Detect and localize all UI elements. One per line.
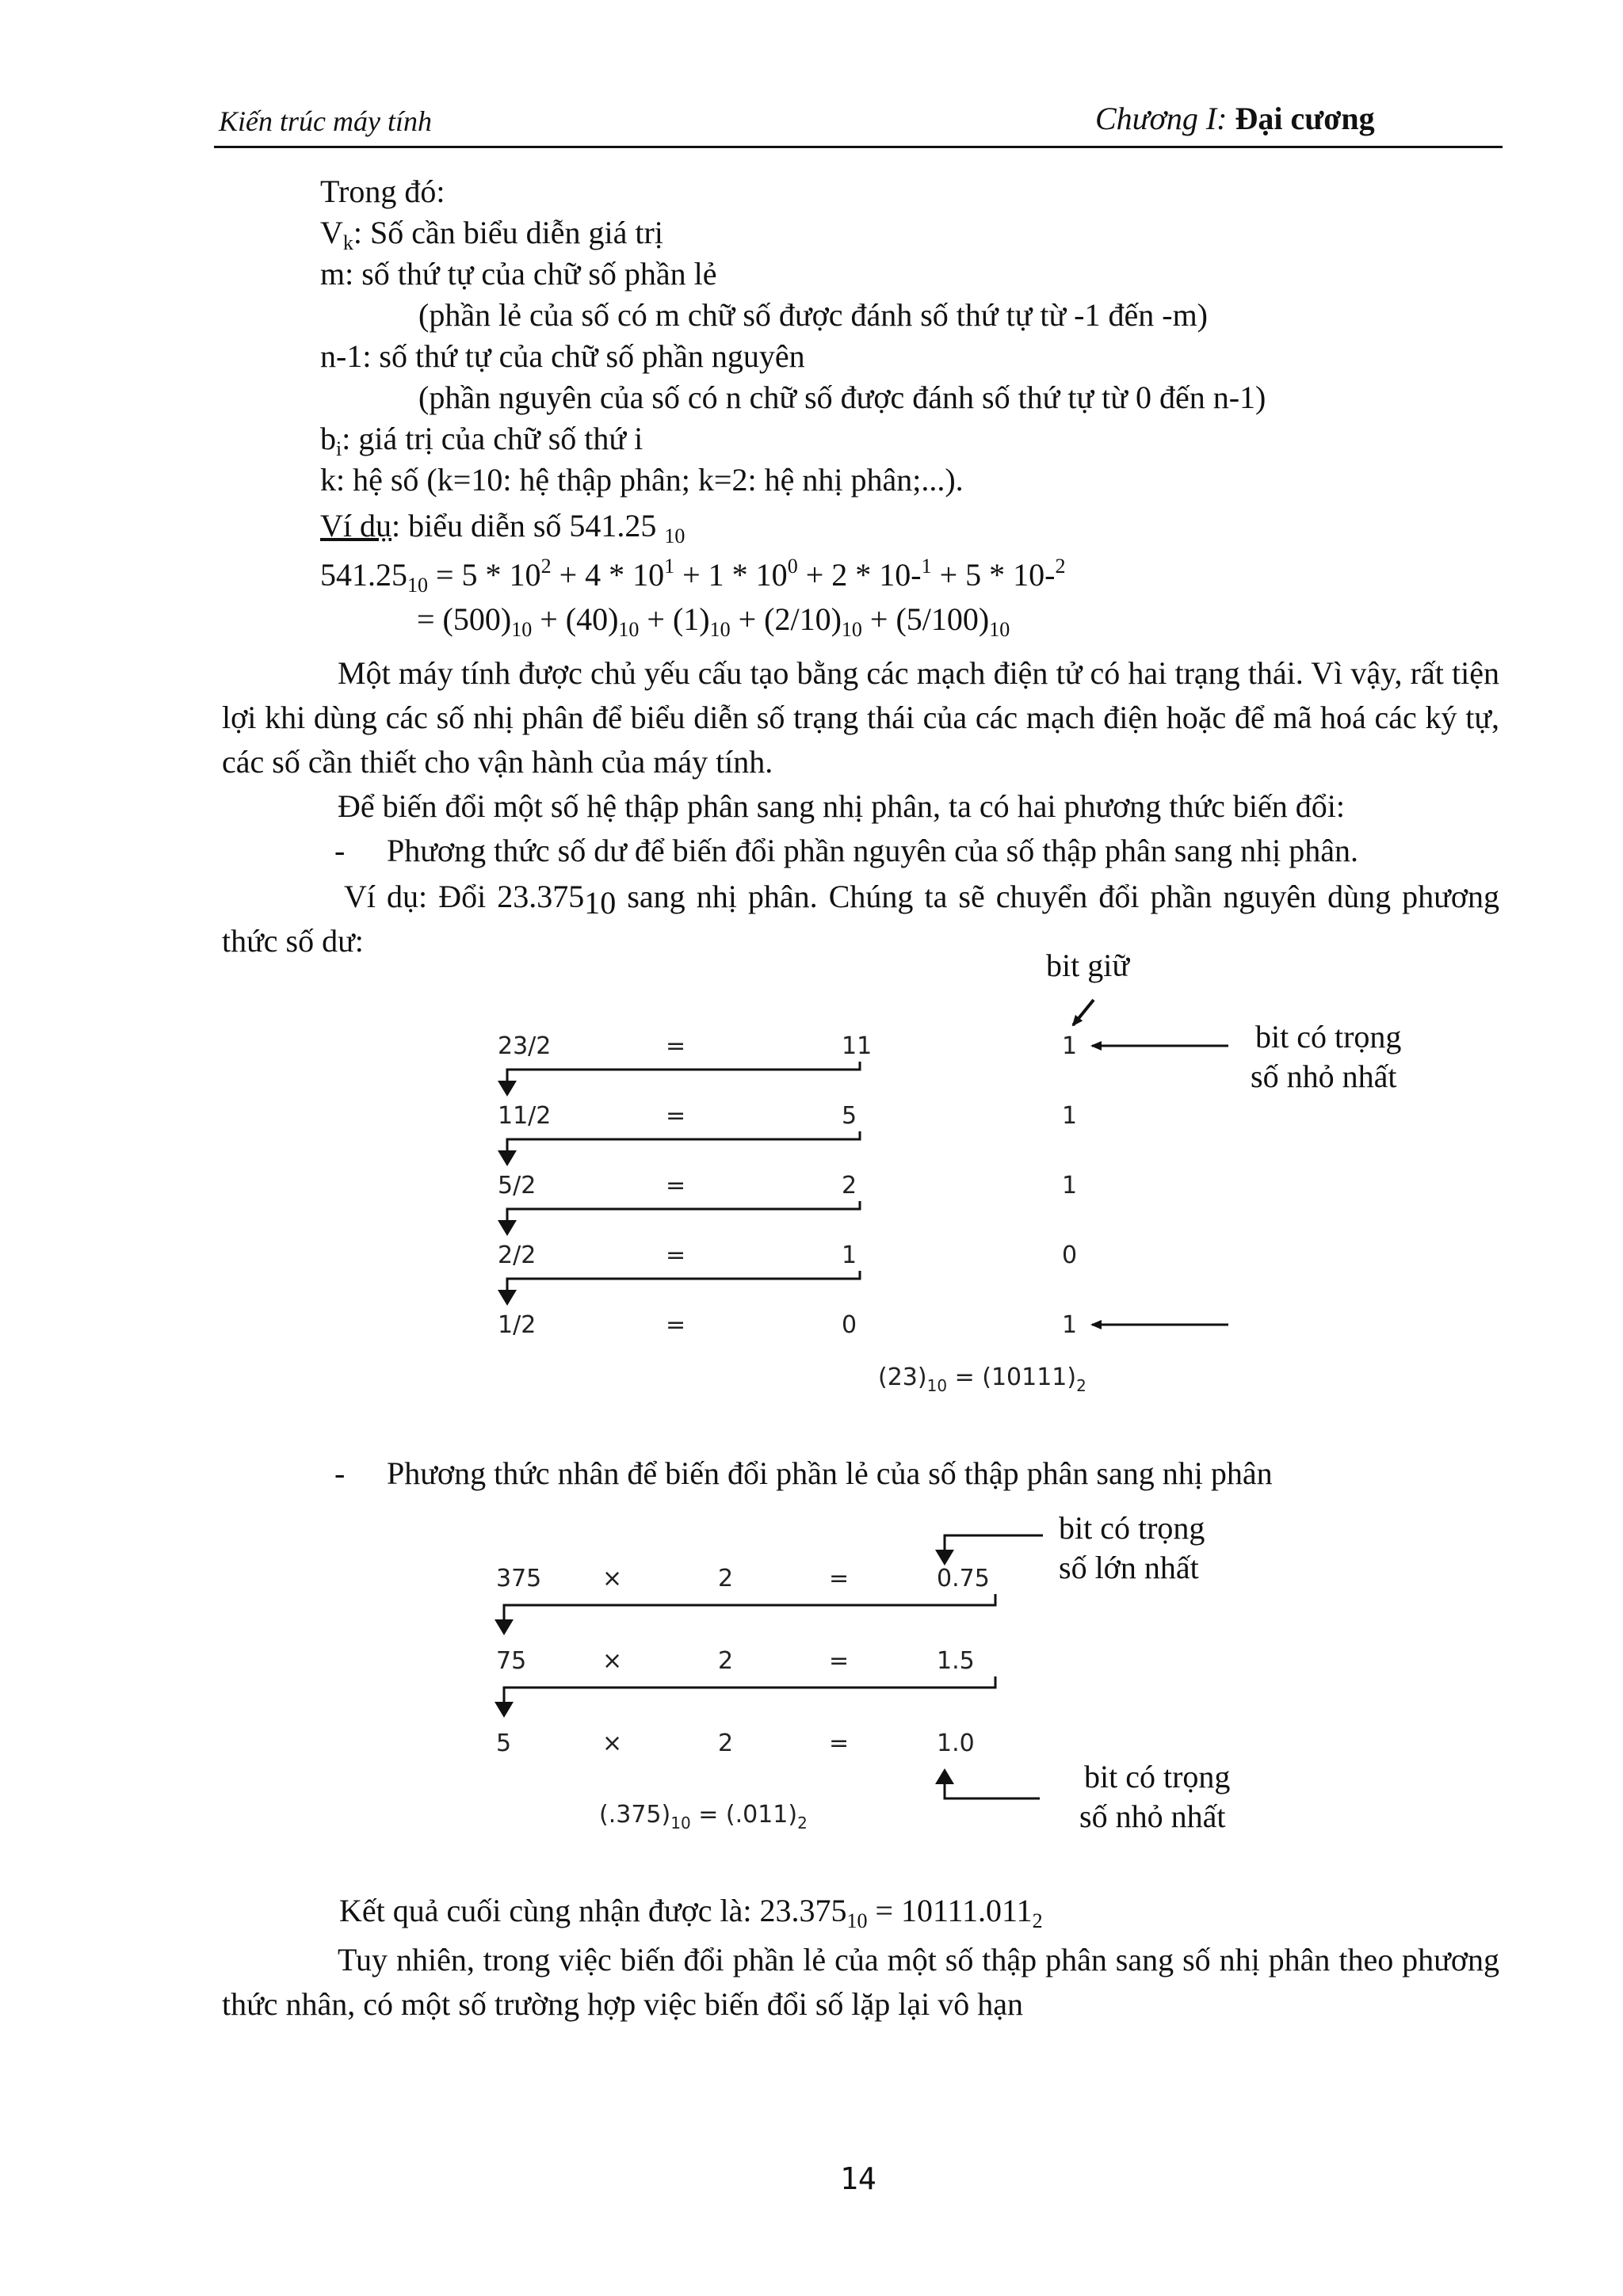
down-arrow-icon (495, 1619, 514, 1635)
bullet-multiply-method: Phương thức nhân để biến đổi phần lẻ của số thập phân sang nhị phân (387, 1455, 1273, 1491)
example1-equation2: = $(500)_{10} + (40)_{10} + (1)_{10} + (2/10)_{10} + (5/100)_{10}$ (417, 601, 1010, 641)
multiply-sign: × (602, 1565, 623, 1592)
division-quotient: 11 (842, 1032, 873, 1060)
connector-line (945, 1535, 1043, 1553)
definition-k: k: hệ số (k=10: hệ thập phân; k=2: hệ nhị phân;...). (320, 462, 964, 498)
division-quotient: 0 (842, 1311, 857, 1339)
division-remainder: 1 (1062, 1032, 1078, 1060)
multiply-factor: 2 (718, 1730, 734, 1757)
multiply-operand: 75 (496, 1647, 527, 1675)
header-book-title: Kiến trúc máy tính (219, 105, 432, 137)
paragraph-conversion-methods: Để biến đổi một số hệ thập phân sang nhị phân, ta có hai phương thức biến đổi: (338, 788, 1345, 824)
multiply-result-equation: $(.375)_{10} = (.011)_2$ (599, 1801, 808, 1833)
division-quotient: 2 (842, 1172, 857, 1199)
multiply-factor: 2 (718, 1565, 734, 1592)
label-low-weight-1: bit có trọng (1255, 1019, 1402, 1055)
definition-n: n-1: số thứ tự của chữ số phần nguyên (320, 338, 805, 374)
multiply-connectors (504, 1594, 995, 1705)
division-remainder: 1 (1062, 1172, 1078, 1199)
multiply-row (496, 1647, 975, 1675)
label-high-weight-2: số lớn nhất (1059, 1550, 1199, 1585)
division-remainder: 0 (1062, 1241, 1078, 1269)
division-expression: 23/2 (498, 1032, 552, 1060)
division-quotient: 1 (842, 1241, 857, 1269)
division-expression: 5/2 (498, 1172, 537, 1199)
division-quotient: 5 (842, 1102, 857, 1130)
multiply-equals: = (829, 1730, 850, 1757)
final-result: Kết quả cuối cùng nhận được là: $23.375_{10} = 10111.011_2$ (339, 1893, 1043, 1932)
bullet-dash: - (334, 1455, 346, 1491)
division-result: $(23)_{10} = (10111)_2$ (878, 1363, 1086, 1395)
definition-vk: $V_k$: Số cần biểu diễn giá trị (320, 215, 663, 254)
up-arrow-icon (935, 1768, 954, 1784)
multiply-factor: 2 (718, 1647, 734, 1675)
definition-bi: $b_i$: giá trị của chữ số thứ i (320, 421, 643, 460)
chapter-title: Đại cương (1235, 101, 1375, 136)
connector-line (504, 1594, 995, 1623)
definition-n-note: (phần nguyên của số có n chữ số được đánh số thứ tự từ 0 đến n-1) (418, 379, 1266, 415)
division-equals: = (666, 1241, 686, 1269)
multiply-operand: 375 (496, 1565, 542, 1592)
label-low-weight-2: số nhỏ nhất (1251, 1058, 1397, 1094)
multiply-sign: × (602, 1647, 623, 1675)
down-arrow-icon (495, 1702, 514, 1718)
division-expression: 11/2 (498, 1102, 552, 1130)
division-expression: 2/2 (498, 1241, 537, 1269)
division-equals: = (666, 1032, 686, 1060)
chapter-prefix: Chương I: (1095, 101, 1228, 136)
example1-title: Ví dụ: biểu diễn số 541.25 $_{10}$ (320, 508, 685, 547)
multiply-result: 1.0 (937, 1730, 975, 1757)
multiply-operand: 5 (496, 1730, 512, 1757)
division-equals: = (666, 1102, 686, 1130)
multiply-result: 0.75 (937, 1565, 990, 1592)
multiply-sign: × (602, 1730, 623, 1757)
division-expression: 1/2 (498, 1311, 537, 1339)
multiply-row (496, 1730, 975, 1757)
bullet-dash: - (334, 833, 346, 868)
connector-line (945, 1779, 1040, 1798)
multiply-equals: = (829, 1647, 850, 1675)
page-number: 14 (840, 2161, 876, 2196)
division-remainder: 1 (1062, 1102, 1078, 1130)
paragraph-circuits: Một máy tính được chủ yếu cấu tạo bằng các mạch điện tử có hai trạng thái. Vì vậy, rất tiện lợi khi dùng các số nhị phân để biểu diễn số trạng thái của các mạch điện hoặc để mã hoá các ký tự, các số cần thiết cho vận hành của máy tính. (222, 655, 1499, 780)
down-arrow-icon (935, 1550, 954, 1566)
example2-paragraph: Ví dụ: Đổi $23.375_{10}$ sang nhị phân. Chúng ta sẽ chuyển đổi phần nguyên dùng phương thức số dư: (222, 879, 1499, 959)
label-low-weight-1: bit có trọng (1084, 1759, 1231, 1794)
division-equals: = (666, 1172, 686, 1199)
definition-m: m: số thứ tự của chữ số phần lẻ (320, 256, 717, 292)
example1-equation1: $541.25_{10} = 5 * 10^2 + 4 * 10^1 + 1 * 10^0 + 2 * 10-^1 + 5 * 10-^2$ (320, 555, 1066, 597)
multiply-row (496, 1565, 990, 1592)
multiply-result: 1.5 (937, 1647, 975, 1675)
multiply-equals: = (829, 1565, 850, 1592)
division-equals: = (666, 1311, 686, 1339)
definitions-intro: Trong đó: (320, 174, 445, 209)
bullet-remainder-method: Phương thức số dư để biến đổi phần nguyên của số thập phân sang nhị phân. (387, 833, 1358, 868)
paragraph-infinite-repeat: Tuy nhiên, trong việc biến đổi phần lẻ của một số thập phân sang số nhị phân theo phương thức nhân, có một số trường hợp việc biến đổi số lặp lại vô hạn (222, 1942, 1499, 2022)
label-low-weight-2: số nhỏ nhất (1079, 1798, 1226, 1834)
definition-m-note: (phần lẻ của số có m chữ số được đánh số thứ tự từ -1 đến -m) (418, 297, 1208, 333)
connector-line (504, 1676, 995, 1705)
label-bit-keep: bit giữ (1046, 948, 1130, 983)
label-high-weight-1: bit có trọng (1059, 1510, 1205, 1546)
division-remainder: 1 (1062, 1311, 1078, 1339)
